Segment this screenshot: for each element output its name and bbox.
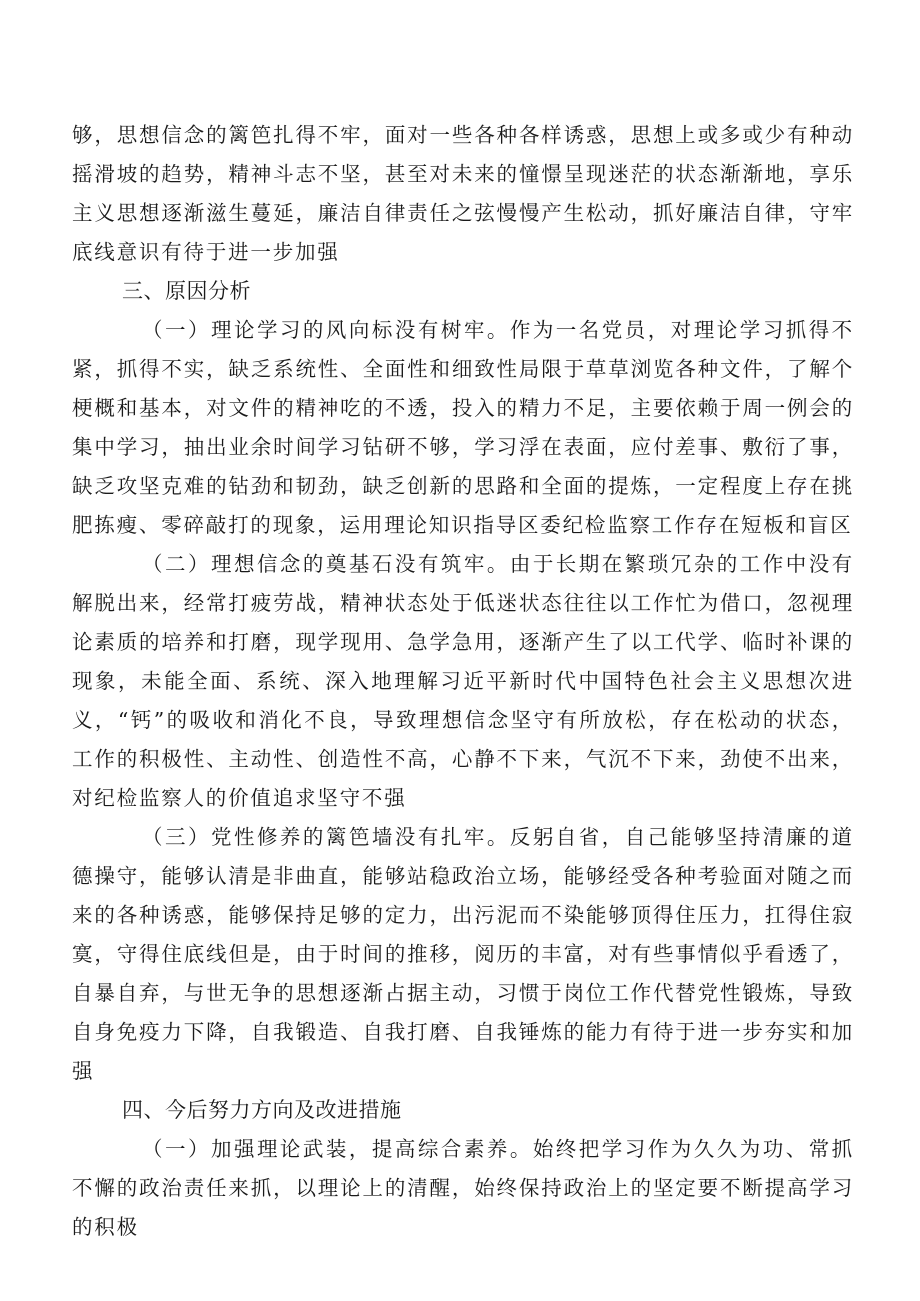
section-heading-cause-analysis: 三、原因分析 (122, 279, 251, 303)
paragraph-theory-study: （一）理论学习的风向标没有树牢。作为一名党员，对理论学习抓得不紧，抓得不实，缺乏系统性、全面性和细致性局限于草草浏览各种文件，了解个梗概和基本，对文件的精神吃的不透，投入的精力不足，主要依赖于周一例会的集中学习，抽出业余时间学习钻研不够，学习浮在表面，应付差事、敷衍了事，缺乏攻坚克难的钻劲和韧劲，缺乏创新的思路和全面的提炼，一定程度上存在挑肥拣瘦、零碎敲打的现象，运用理论知识指导区委纪检监察工作存在短板和盲区 (72, 318, 854, 537)
section-heading-improvement-measures: 四、今后努力方向及改进措施 (122, 1098, 402, 1122)
paragraph-ideals-beliefs: （二）理想信念的奠基石没有筑牢。由于长期在繁琐冗杂的工作中没有解脱出来，经常打疲劳战，精神状态处于低迷状态往往以工作忙为借口，忽视理论素质的培养和打磨，现学现用、急学急用，逐渐产生了以工代学、临时补课的现象，未能全面、系统、深入地理解习近平新时代中国特色社会主义思想次进义，“钙”的吸收和消化不良，导致理想信念坚守有所放松，存在松动的状态，工作的积极性、主动性、创造性不高，心静不下来，气沉不下来，劲使不出来，对纪检监察人的价值追求坚守不强 (72, 552, 854, 810)
paragraph-party-spirit: （三）党性修养的篱笆墙没有扎牢。反躬自省，自己能够坚持清廉的道德操守，能够认清是非曲直，能够站稳政治立场，能够经受各种考验面对随之而来的各种诱惑，能够保持足够的定力，出污泥而不染能够顶得住压力，扛得住寂寞，守得住底线但是，由于时间的推移，阅历的丰富，对有些事情似乎看透了，自暴自弃，与世无争的思想逐渐占据主动，习惯于岗位工作代替党性锻炼，导致自身免疫力下降，自我锻造、自我打磨、自我锤炼的能力有待于进一步夯实和加强 (72, 825, 854, 1083)
document-body (72, 116, 854, 1247)
paragraph-strengthen-theory: （一）加强理论武装，提高综合素养。始终把学习作为久久为功、常抓不懈的政治责任来抓，以理论上的清醒，始终保持政治上的坚定要不断提高学习的积极 (72, 1137, 854, 1239)
paragraph-continuation: 够，思想信念的篱笆扎得不牢，面对一些各种各样诱惑，思想上或多或少有种动摇滑坡的趋势，精神斗志不坚，甚至对未来的憧憬呈现迷茫的状态渐渐地，享乐主义思想逐渐滋生蔓延，廉洁自律责任之弦慢慢产生松动，抓好廉洁自律，守牢底线意识有待于进一步加强 (72, 123, 854, 264)
